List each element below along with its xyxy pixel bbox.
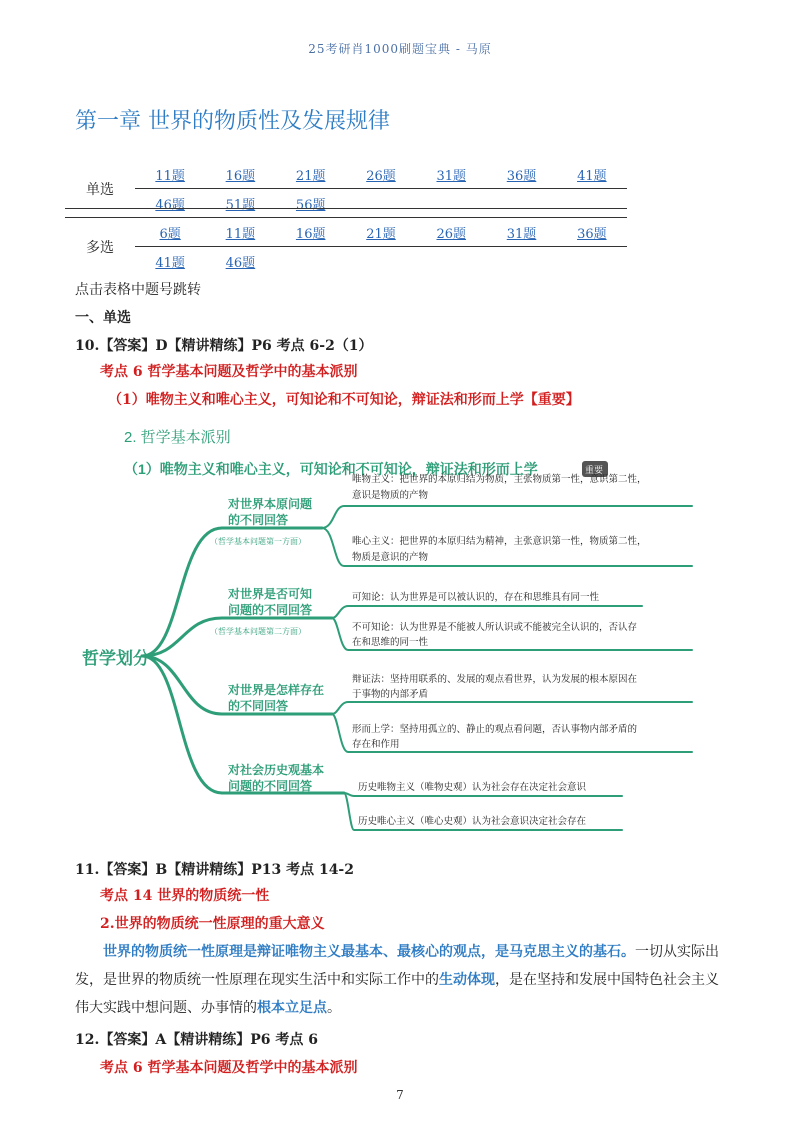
q11-text-3: 。 xyxy=(327,1000,341,1016)
q12-kaodian: 考点 6 哲学基本问题及哲学中的基本派别 xyxy=(100,1060,358,1076)
link-single-51[interactable]: 51题 xyxy=(225,197,256,213)
b2-leaf2-a: 不可知论：认为世界是不能被人所认识或不能被完全认识的，否认存 xyxy=(352,622,638,633)
link-multi-46[interactable]: 46题 xyxy=(225,255,256,271)
section-heading: 一、单选 xyxy=(75,310,131,326)
chapter-title: 第一章 世界的物质性及发展规律 xyxy=(75,109,390,134)
link-multi-21[interactable]: 21题 xyxy=(366,226,396,242)
mindmap-title: 2. 哲学基本派别 xyxy=(124,429,231,446)
page-header: 25考研肖1000刷题宝典 - 马原 xyxy=(308,42,492,56)
q11-paragraph xyxy=(75,938,730,1022)
link-multi-36[interactable]: 36题 xyxy=(577,226,607,242)
jump-hint: 点击表格中题号跳转 xyxy=(75,282,201,298)
link-single-16[interactable]: 16题 xyxy=(225,168,256,184)
b3-leaf2-b: 存在和作用 xyxy=(352,739,400,750)
link-multi-41[interactable]: 41题 xyxy=(155,255,185,271)
q11-text-1: 一切从实际出发，是世界的物质统一性原理在现实生活中和实际工作中的 xyxy=(75,944,719,988)
link-single-46[interactable]: 46题 xyxy=(155,197,185,213)
philosophy-mindmap xyxy=(82,418,712,838)
link-single-31[interactable]: 31题 xyxy=(436,168,467,184)
b1-leaf1-a: 唯物主义：把世界的本原归结为物质，主张物质第一性，意识第二性， xyxy=(352,474,647,485)
q11-kaodian: 考点 14 世界的物质统一性 xyxy=(100,888,270,904)
branch1-note: （哲学基本问题第一方面） xyxy=(210,537,306,546)
q10-answer-heading: 10.【答案】D【精讲精练】P6 考点 6-2（1） xyxy=(75,338,373,354)
branch1-line2: 的不同回答 xyxy=(228,513,289,527)
q10-subpoint: （1）唯物主义和唯心主义，可知论和不可知论，辩证法和形而上学【重要】 xyxy=(108,392,580,408)
single-choice-label: 单选 xyxy=(86,181,114,198)
important-badge: 重要 xyxy=(585,465,604,475)
link-single-21[interactable]: 21题 xyxy=(295,168,326,184)
link-multi-11[interactable]: 11题 xyxy=(225,226,256,242)
branch3-line2: 的不同回答 xyxy=(228,699,289,713)
mindmap-root: 哲学划分 xyxy=(82,649,150,668)
question-index-table xyxy=(65,160,627,275)
link-single-11[interactable]: 11题 xyxy=(155,168,185,184)
table-divider xyxy=(65,208,627,209)
page-number: 7 xyxy=(396,1088,404,1102)
branch1-line1: 对世界本原问题 xyxy=(228,497,313,511)
b3-leaf1-a: 辩证法：坚持用联系的、发展的观点看世界，认为发展的根本原因在 xyxy=(352,674,638,685)
link-multi-6[interactable]: 6题 xyxy=(159,226,181,242)
q11-key-term-2: 根本立足点 xyxy=(257,1000,327,1016)
b4-leaf1: 历史唯物主义（唯物史观）认为社会存在决定社会意识 xyxy=(358,782,587,793)
link-single-41[interactable]: 41题 xyxy=(577,168,607,184)
b3-leaf2-a: 形而上学：坚持用孤立的、静止的观点看问题，否认事物内部矛盾的 xyxy=(352,724,638,735)
branch3-line1: 对世界是怎样存在 xyxy=(228,683,325,697)
q12-answer-heading: 12.【答案】A【精讲精练】P6 考点 6 xyxy=(75,1032,318,1048)
q11-answer-heading: 11.【答案】B【精讲精练】P13 考点 14-2 xyxy=(75,862,354,878)
b4-leaf2: 历史唯心主义（唯心史观）认为社会意识决定社会存在 xyxy=(358,816,587,827)
q10-kaodian: 考点 6 哲学基本问题及哲学中的基本派别 xyxy=(100,364,358,380)
q11-key-sentence: 世界的物质统一性原理是辩证唯物主义最基本、最核心的观点，是马克思主义的基石。 xyxy=(103,944,635,960)
branch2-line1: 对世界是否可知 xyxy=(228,587,313,601)
q11-text-2: ，是在坚持和发展中国特色社会主义伟大实践中想问题、办事情的 xyxy=(75,972,719,1016)
link-single-56[interactable]: 56题 xyxy=(295,197,326,213)
branch4-line1: 对社会历史观基本 xyxy=(228,763,325,777)
branch2-note: （哲学基本问题第二方面） xyxy=(210,627,306,636)
link-multi-16[interactable]: 16题 xyxy=(295,226,326,242)
b2-leaf2-b: 在和思维的同一性 xyxy=(352,637,429,648)
b1-leaf2-a: 唯心主义：把世界的本原归结为精神，主张意识第一性，物质第二性， xyxy=(352,536,647,547)
multi-choice-label: 多选 xyxy=(86,239,114,256)
b2-leaf1: 可知论：认为世界是可以被认识的，存在和思维具有同一性 xyxy=(352,592,600,603)
link-multi-31[interactable]: 31题 xyxy=(506,226,537,242)
b1-leaf2-b: 物质是意识的产物 xyxy=(352,552,429,563)
link-multi-26[interactable]: 26题 xyxy=(436,226,467,242)
link-single-26[interactable]: 26题 xyxy=(366,168,396,184)
q11-subpoint: 2.世界的物质统一性原理的重大意义 xyxy=(100,916,325,932)
branch2-line2: 问题的不同回答 xyxy=(228,603,313,617)
q11-key-term-1: 生动体现 xyxy=(439,972,495,988)
link-single-36[interactable]: 36题 xyxy=(506,168,537,184)
branch4-line2: 问题的不同回答 xyxy=(228,779,313,793)
b3-leaf1-b: 于事物的内部矛盾 xyxy=(352,689,429,700)
b1-leaf1-b: 意识是物质的产物 xyxy=(352,490,429,501)
mindmap-subtitle: （1）唯物主义和唯心主义，可知论和不可知论，辩证法和形而上学 xyxy=(124,461,538,477)
